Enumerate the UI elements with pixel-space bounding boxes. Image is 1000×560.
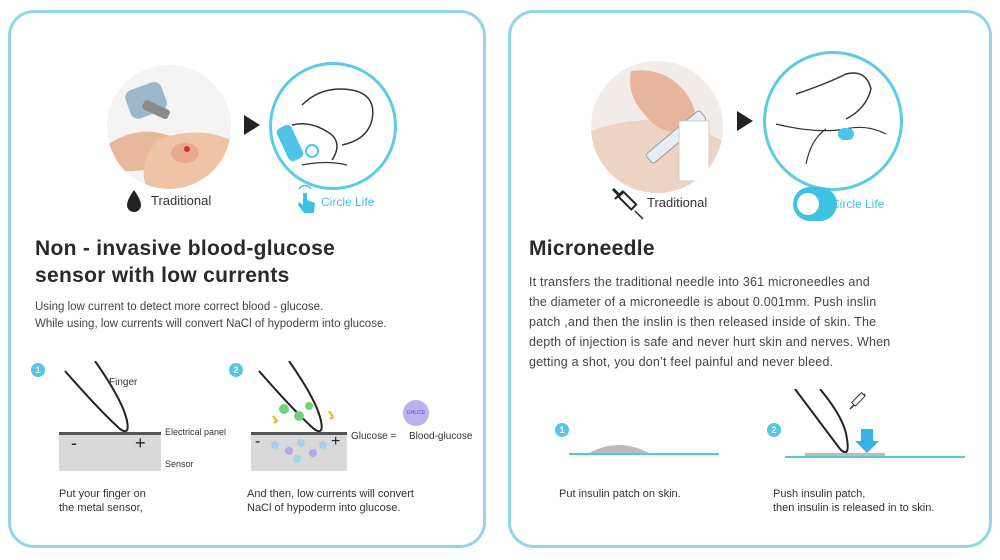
left-step2-caption-line2: NaCl of hypoderm into glucose. <box>247 502 401 514</box>
traditional-label: Traditional <box>151 193 212 208</box>
right-desc-line2: the diameter of a microneedle is about 0.001mm. Push inslin <box>529 295 877 309</box>
step2-badge: 2 <box>229 363 243 377</box>
left-desc-line2: While using, low currents will convert NaCl of hypoderm into glucose. <box>35 318 387 330</box>
circle-life-label: Circle Life <box>831 197 885 211</box>
arrow-right-icon <box>737 111 753 131</box>
right-step2-badge: 2 <box>767 423 781 437</box>
right-step1-caption: Put insulin patch on skin. <box>559 488 681 500</box>
right-desc-line4: depth of injection is safe and never hurt skin and nerves. When <box>529 335 891 349</box>
circle-life-patch-illustration <box>763 51 903 191</box>
finger-label: Finger <box>109 377 138 388</box>
right-step1-badge: 1 <box>555 423 569 437</box>
left-desc-line1: Using low current to detect more correct blood - glucose. <box>35 301 324 313</box>
right-desc-line1: It transfers the traditional needle into 361 microneedles and <box>529 275 870 289</box>
right-panel <box>508 10 992 548</box>
touch-hand-icon <box>293 183 319 215</box>
blood-glucose-label: Blood-glucose <box>409 431 473 442</box>
finger-on-sensor-diagram <box>55 361 165 441</box>
patch-on-skin-diagram <box>569 437 719 457</box>
left-step1-caption-line1: Put your finger on <box>59 488 146 500</box>
left-step1-caption-line2: the metal sensor, <box>59 502 143 514</box>
syringe-icon <box>609 185 645 221</box>
finger-current-diagram <box>249 361 359 441</box>
drop-icon <box>125 189 143 213</box>
arrow-right-icon <box>244 115 260 135</box>
circle-life-label: Circle Life <box>321 195 375 209</box>
right-desc-line3: patch ,and then the inslin is then released inside of skin. The <box>529 315 877 329</box>
glucose-bubble: GHLICE <box>403 400 429 426</box>
traditional-injection-photo <box>591 61 723 193</box>
circle-life-sensor-illustration <box>269 62 397 190</box>
left-title-line2: sensor with low currents <box>35 264 290 287</box>
right-step2-caption-line1: Push insulin patch, <box>773 488 866 500</box>
minus-sign: - <box>71 433 77 453</box>
electrical-panel-label: Electrical panel <box>165 427 227 437</box>
right-step2-caption-line2: then insulin is released in to skin. <box>773 502 935 514</box>
traditional-finger-prick-photo <box>107 65 231 189</box>
molecule-dots <box>267 437 331 465</box>
left-step2-caption-line1: And then, low currents will convert <box>247 488 414 500</box>
plus-sign: + <box>135 433 146 453</box>
left-panel <box>8 10 486 548</box>
sensor-label: Sensor <box>165 459 194 469</box>
glucose-label: Glucose = <box>351 431 397 442</box>
right-desc-line5: getting a shot, you don’t feel painful and never bleed. <box>529 355 834 369</box>
plus-sign-2: + <box>331 433 341 450</box>
right-title: Microneedle <box>529 237 655 260</box>
minus-sign-2: - <box>255 433 261 450</box>
step1-badge: 1 <box>31 363 45 377</box>
push-patch-diagram <box>785 389 965 459</box>
traditional-label: Traditional <box>647 195 708 210</box>
left-title-line1: Non - invasive blood-glucose <box>35 237 336 260</box>
